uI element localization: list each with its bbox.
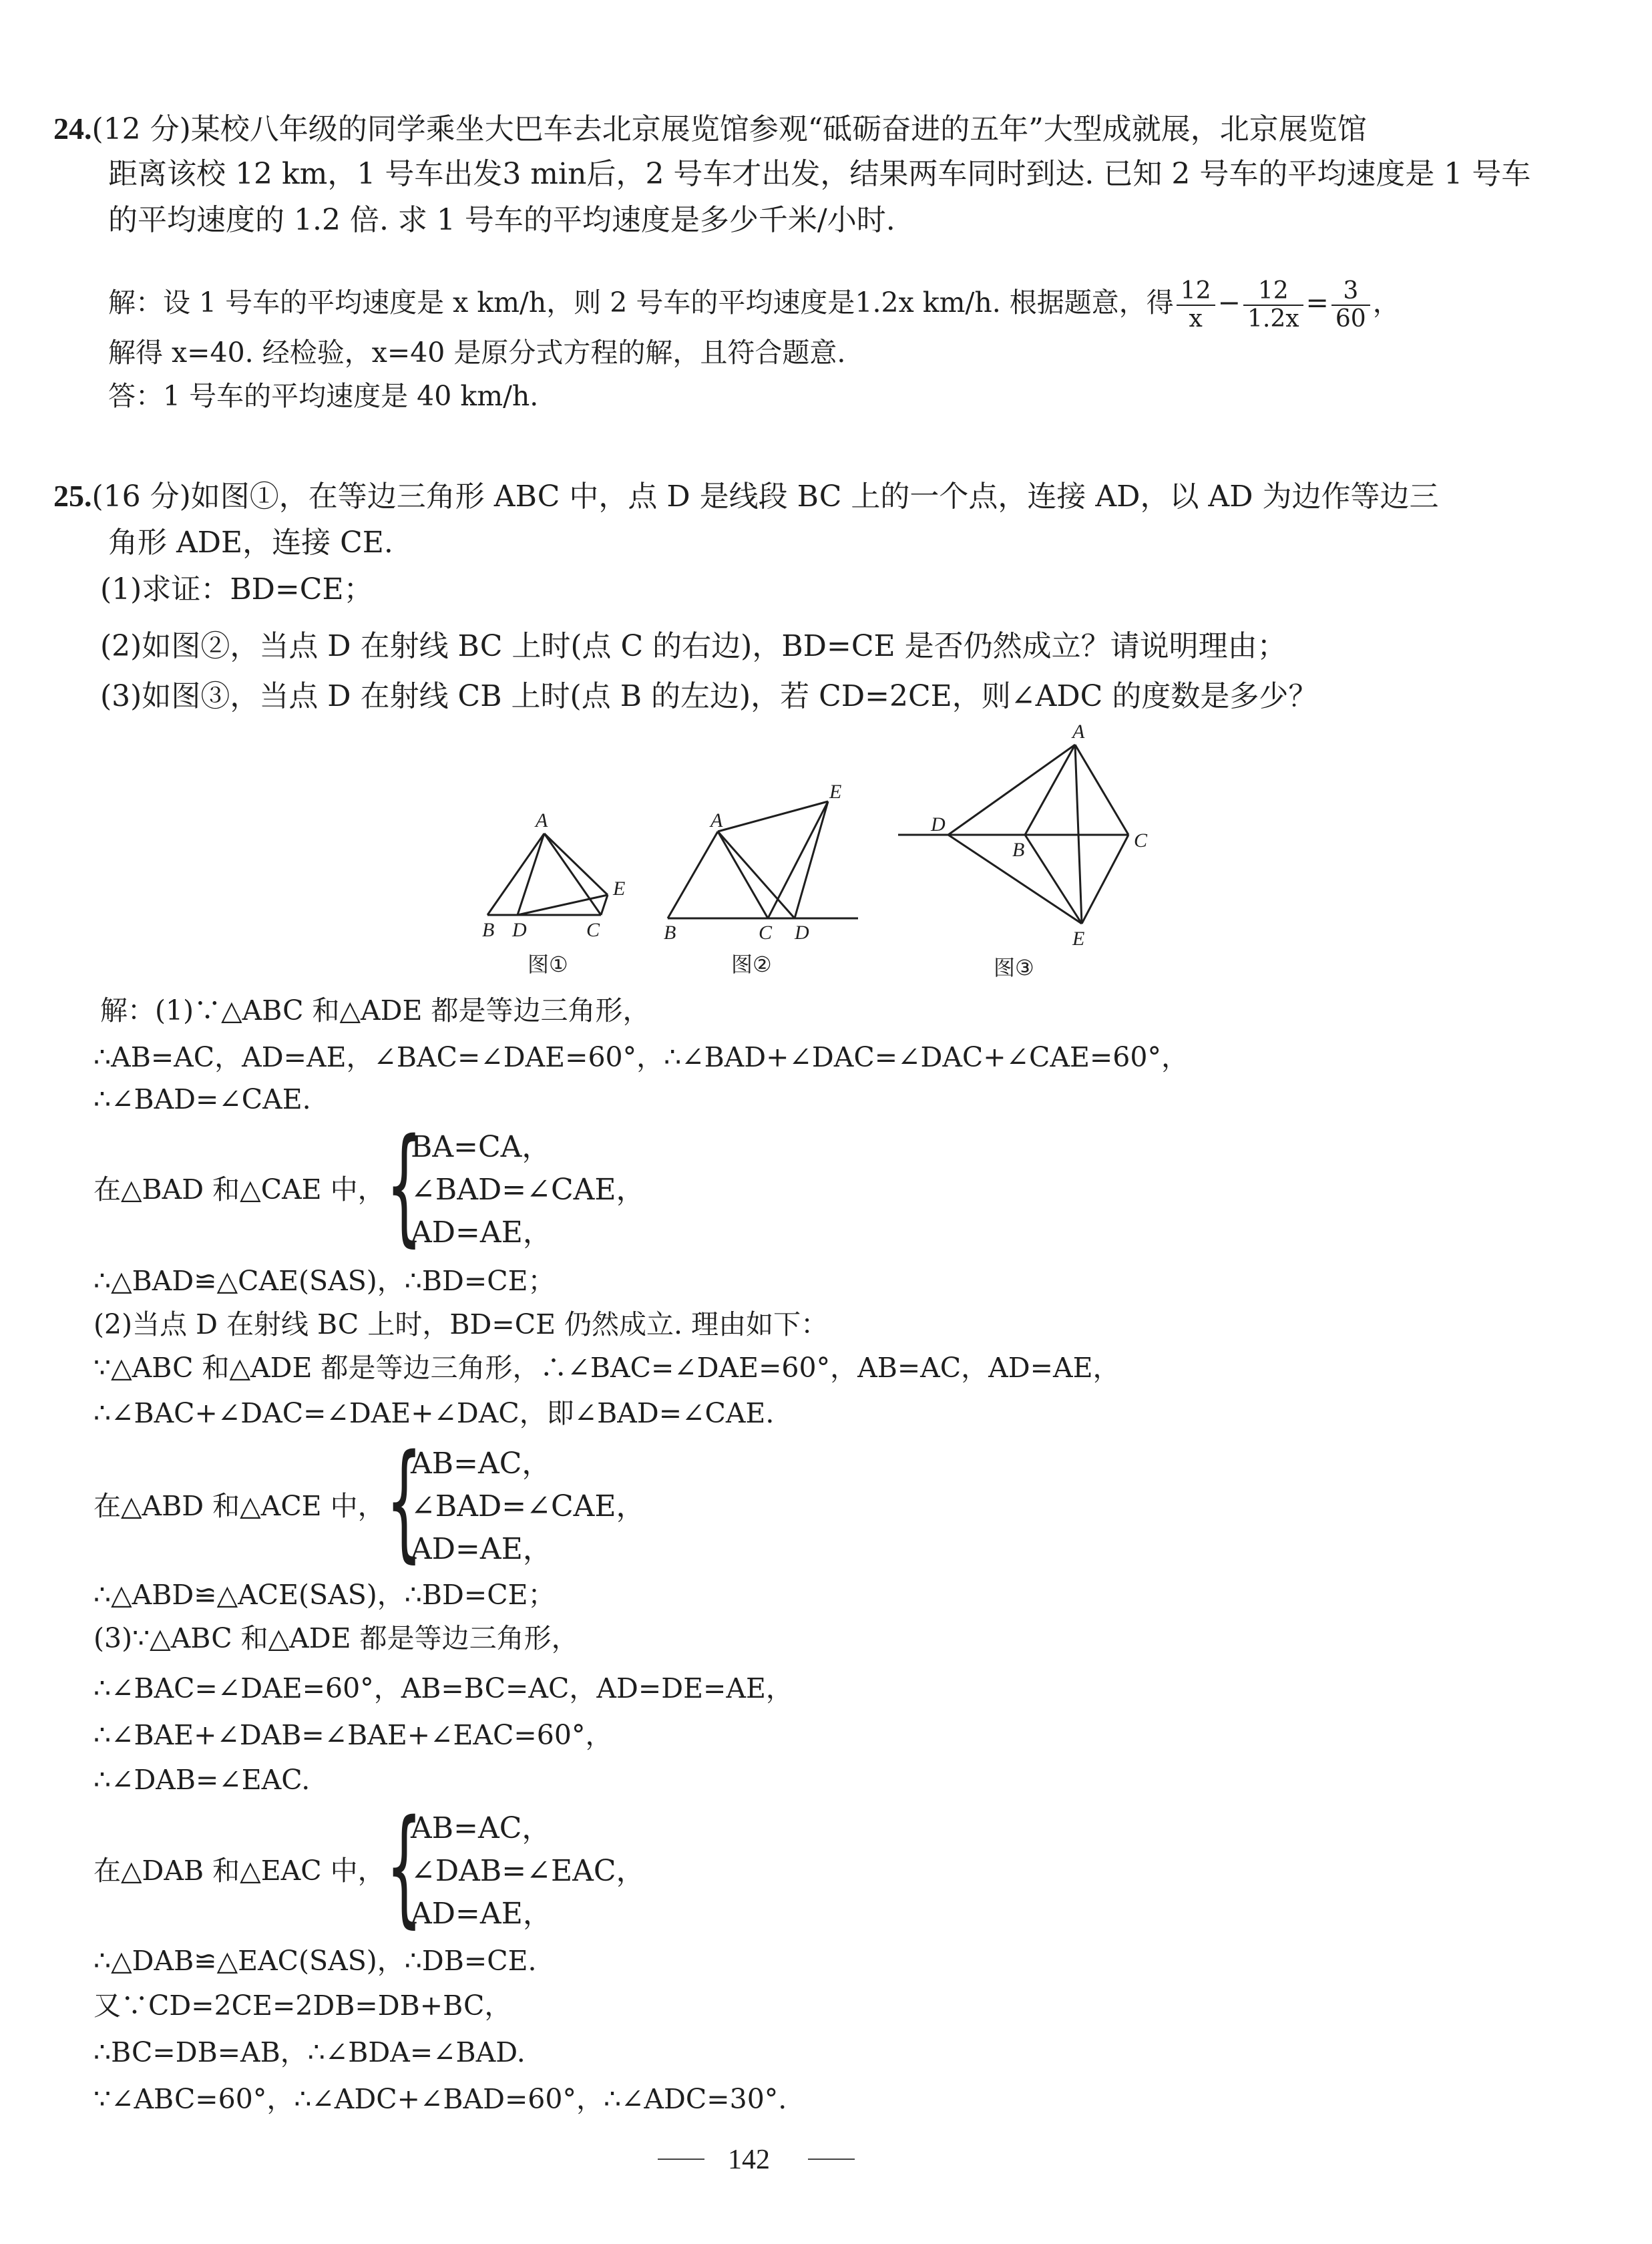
solution-line-15: ∴BC=DB=AB，∴∠BDA=∠BAD. — [93, 2036, 526, 2068]
fig2-label-e: E — [829, 781, 842, 803]
fig2-label-b: B — [664, 922, 676, 944]
q24-number: 24. — [53, 112, 92, 146]
solution-line-2: ∴AB=AC，AD=AE，∠BAC=∠DAE=60°，∴∠BAD+∠DAC=∠DAC+∠CAE=60°， — [93, 1041, 1189, 1073]
page-number-dash-left — [658, 2159, 704, 2160]
system3-equations: AB=AC， ∠DAB=∠EAC， AD=AE， — [411, 1811, 646, 1931]
q24-stem-line2: 距离该校 12 km，1 号车出发3 min后，2 号车才出发，结果两车同时到达. 已知 2 号车的平均速度是 1 号车 — [108, 157, 1531, 191]
fig3-label-c: C — [1134, 829, 1148, 852]
fig2-label-c: C — [759, 922, 773, 944]
q24-solution-line1: 解：设 1 号车的平均速度是 x km/h，则 2 号车的平均速度是1.2x km/h. 根据题意，得 $\frac{12}{x}$ − $\frac{12}{1.2x}$ = $\frac{3}{60}$ ， — [108, 276, 1400, 333]
q24-stem-line3: 的平均速度的 1.2 倍. 求 1 号车的平均速度是多少千米/小时. — [108, 203, 895, 237]
q25-stem-line1: 25.(16 分)如图①，在等边三角形 ABC 中，点 D 是线段 BC 上的一个点，连接 AD，以 AD 为边作等边三 — [53, 479, 1439, 514]
page-number: 142 — [728, 2144, 770, 2175]
system1-brace: { — [386, 1111, 423, 1259]
solution-line-9: (3)∵△ABC 和△ADE 都是等边三角形， — [93, 1622, 579, 1654]
fig2-label-a: A — [710, 809, 723, 831]
fig3-caption: 图③ — [994, 955, 1034, 980]
geometry-figures — [0, 721, 1652, 988]
fig1-label-a: A — [536, 809, 548, 831]
fig1-label-c: C — [586, 919, 600, 941]
fig1-caption: 图① — [528, 952, 568, 977]
q24-stem-line1: 24.(12 分)某校八年级的同学乘坐大巴车去北京展览馆参观“砥砺奋进的五年”大型成就展，北京展览馆 — [53, 112, 1367, 146]
solution-line-1: 解：(1)∵△ABC 和△ADE 都是等边三角形， — [100, 994, 650, 1026]
fig1-label-e: E — [613, 878, 626, 900]
solution-line-16: ∵∠ABC=60°，∴∠ADC+∠BAD=60°，∴∠ADC=30°. — [93, 2083, 787, 2115]
solution-line-4: ∴△BAD≌△CAE(SAS)，∴BD=CE； — [93, 1265, 556, 1297]
system2-equations: AB=AC， ∠BAD=∠CAE， AD=AE， — [411, 1447, 646, 1566]
solution-line-13: ∴△DAB≌△EAC(SAS)，∴DB=CE. — [93, 1945, 537, 1977]
solution-line-3: ∴∠BAD=∠CAE. — [93, 1083, 311, 1115]
solution-line-8: ∴△ABD≌△ACE(SAS)，∴BD=CE； — [93, 1579, 556, 1611]
fraction-12-over-1.2x: $\frac{12}{1.2x}$ — [1243, 278, 1303, 333]
fraction-3-over-60: $\frac{3}{60}$ — [1331, 278, 1370, 333]
q25-part2: (2)如图②，当点 D 在射线 BC 上时(点 C 的右边)，BD=CE 是否仍然成立？请说明理由； — [100, 629, 1287, 663]
q25-stem-line2: 角形 ADE，连接 CE. — [108, 526, 393, 560]
q24-solution-line2: 解得 x=40. 经检验，x=40 是原分式方程的解，且符合题意. — [108, 337, 846, 369]
solution-line-12: ∴∠DAB=∠EAC. — [93, 1764, 311, 1796]
fraction-12-over-x: $\frac{12}{x}$ — [1177, 278, 1215, 333]
q25-part1: (1)求证：BD=CE； — [100, 572, 373, 606]
fig2-label-d: D — [795, 922, 809, 944]
fig3-label-b: B — [1012, 839, 1025, 861]
system3-lead: 在△DAB 和△EAC 中， — [93, 1855, 385, 1887]
system1-equations: BA=CA， ∠BAD=∠CAE， AD=AE， — [411, 1130, 646, 1250]
fig3-label-d: D — [931, 813, 946, 835]
system2-lead: 在△ABD 和△ACE 中， — [93, 1490, 385, 1522]
fig3-label-a: A — [1072, 721, 1085, 743]
page-number-dash-right — [808, 2159, 855, 2160]
q24-answer-line: 答：1 号车的平均速度是 40 km/h. — [108, 380, 539, 412]
solution-line-10: ∴∠BAC=∠DAE=60°，AB=BC=AC，AD=DE=AE， — [93, 1672, 793, 1704]
q25-number: 25. — [53, 479, 92, 513]
figure-1 — [487, 833, 608, 915]
q25-part3: (3)如图③，当点 D 在射线 CB 上时(点 B 的左边)，若 CD=2CE，则∠ADC 的度数是多少？ — [100, 679, 1318, 713]
solution-line-6: ∵△ABC 和△ADE 都是等边三角形，∴∠BAC=∠DAE=60°，AB=AC，AD=AE， — [93, 1352, 1120, 1384]
solution-line-14: 又∵CD=2CE=2DB=DB+BC， — [93, 1990, 512, 2022]
system3-brace: { — [386, 1793, 423, 1940]
solution-line-5: (2)当点 D 在射线 BC 上时，BD=CE 仍然成立. 理由如下： — [93, 1308, 829, 1340]
system1-lead: 在△BAD 和△CAE 中， — [93, 1173, 385, 1205]
solution-line-11: ∴∠BAE+∠DAB=∠BAE+∠EAC=60°， — [93, 1719, 613, 1751]
fig3-label-e: E — [1072, 928, 1085, 950]
solution-line-7: ∴∠BAC+∠DAC=∠DAE+∠DAC，即∠BAD=∠CAE. — [93, 1397, 775, 1429]
figure-2 — [668, 801, 858, 918]
system2-brace: { — [386, 1427, 423, 1575]
fig1-label-b: B — [482, 919, 495, 941]
fig2-caption: 图② — [731, 952, 772, 977]
fig1-label-d: D — [512, 919, 527, 941]
